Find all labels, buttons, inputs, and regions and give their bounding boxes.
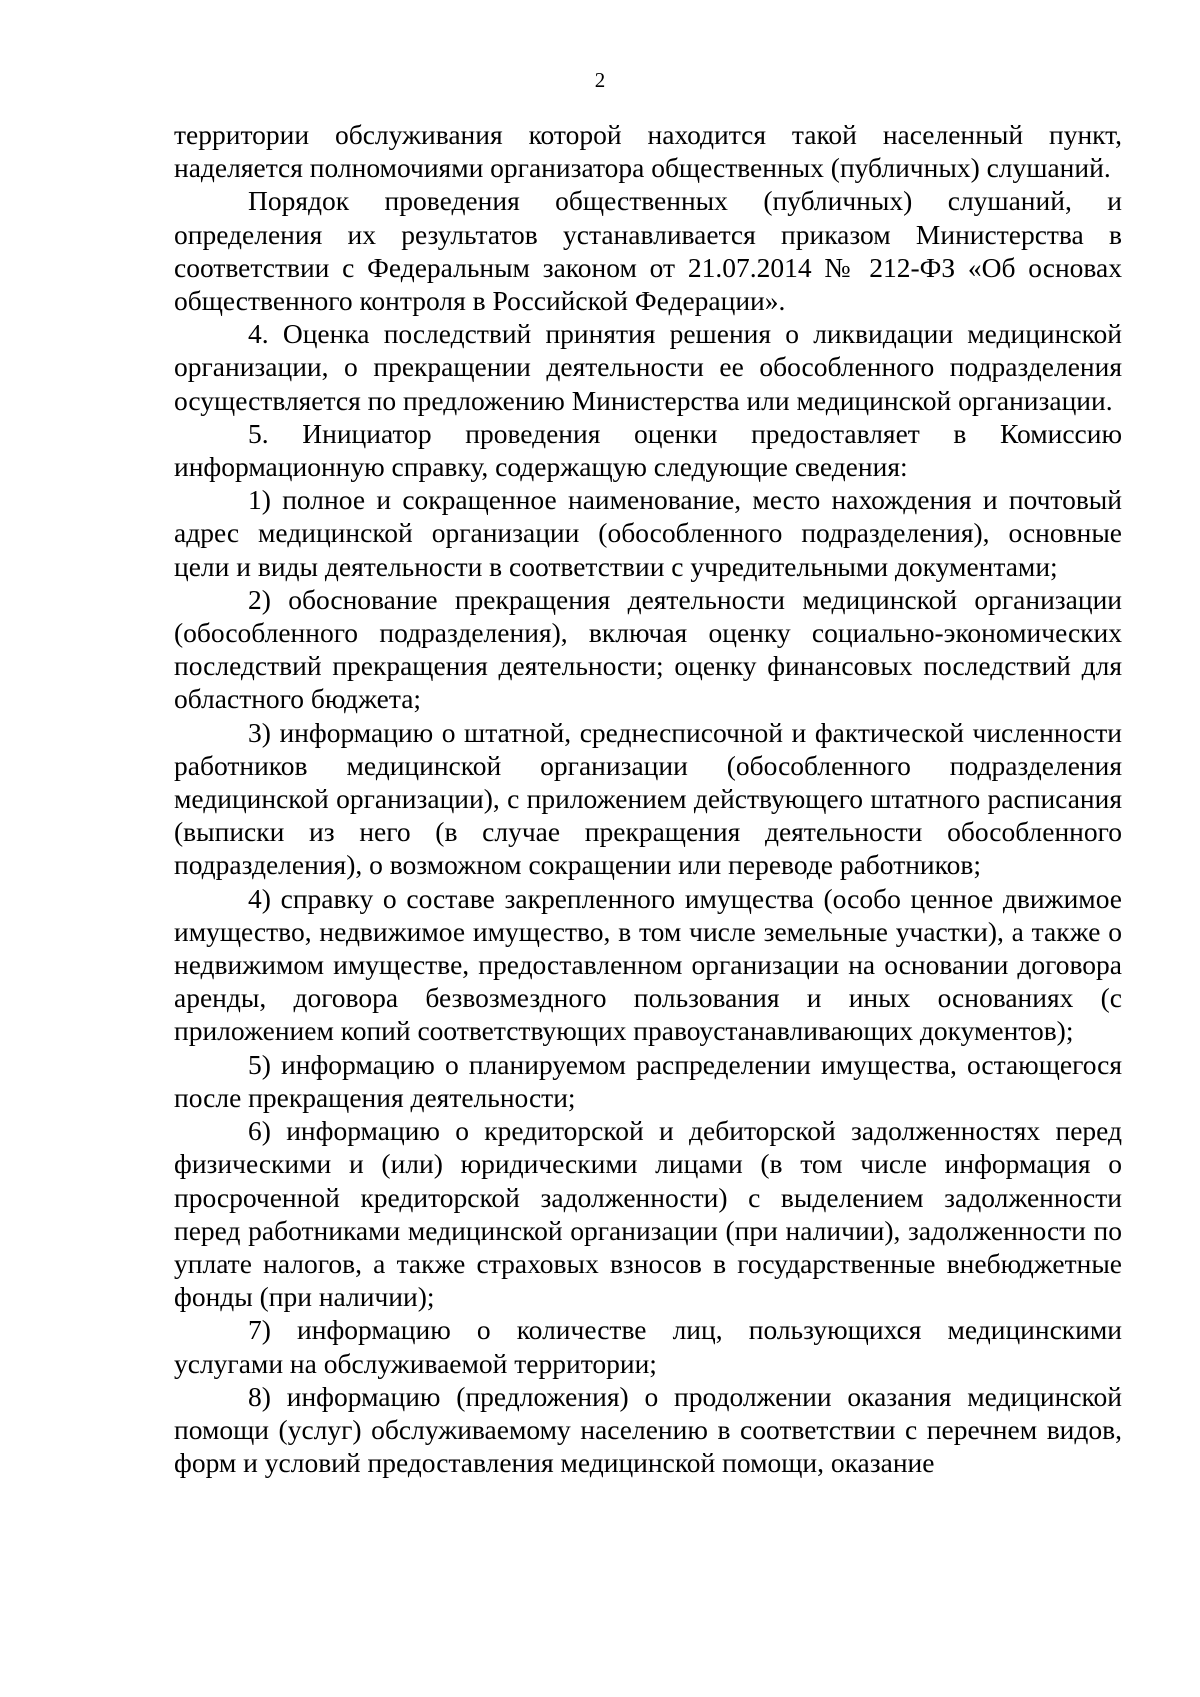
page-number: 2 [594, 68, 606, 92]
paragraph-7: 4) справку о составе закрепленного имущества (особо ценное движимое имущество, недвижимое имущество, в том числе земельные участки), а также о недвижимом имуществе, предоставленном организации на основании договора аренды, договора безвозмездного пользования и иных основаниях (с приложением копий соответствующих правоустанавливающих документов); [174, 882, 1122, 1047]
paragraph-5: 2) обоснование прекращения деятельности медицинской организации (обособленного подразделения), включая оценку социально-экономических последствий прекращения деятельности; оценку финансовых последствий для областного бюджета; [174, 583, 1122, 715]
paragraph-11: 8) информацию (предложения) о продолжении оказания медицинской помощи (услуг) обслуживаемому населению в соответствии с перечнем видов, форм и условий предоставления медицинской помощи, оказание [174, 1380, 1122, 1479]
paragraph-0: территории обслуживания которой находится такой населенный пункт, наделяется полномочиями организатора общественных (публичных) слушаний. [174, 119, 1122, 184]
paragraph-9: 6) информацию о кредиторской и дебиторской задолженностях перед физическими и (или) юридическими лицами (в том числе информация о просроченной кредиторской задолженности) с выделением задолженности перед работниками медицинской организации (при наличии), задолженности по уплате налогов, а также страховых взносов в государственные внебюджетные фонды (при наличии); [174, 1115, 1122, 1313]
paragraph-8: 5) информацию о планируемом распределении имущества, остающегося после прекращения деятельности; [174, 1048, 1122, 1113]
paragraph-3: 5. Инициатор проведения оценки предоставляет в Комиссию информационную справку, содержащую следующие сведения: [174, 417, 1122, 483]
paragraph-2: 4. Оценка последствий принятия решения о ликвидации медицинской организации, о прекращении деятельности ее обособленного подразделения осуществляется по предложению Министерства или медицинской организации. [174, 318, 1122, 416]
document-body [174, 118, 1122, 1479]
paragraph-4: 1) полное и сокращенное наименование, место нахождения и почтовый адрес медицинской организации (обособленного подразделения), основные цели и виды деятельности в соответствии с учредительными документами; [174, 484, 1122, 582]
paragraph-1: Порядок проведения общественных (публичных) слушаний, и определения их результатов устанавливается приказом Министерства в соответствии с Федеральным законом от 21.07.2014 № 212-ФЗ «Об основах общественного контроля в Российской Федерации». [174, 185, 1122, 317]
paragraph-10: 7) информацию о количестве лиц, пользующихся медицинскими услугами на обслуживаемой территории; [174, 1314, 1122, 1379]
paragraph-6: 3) информацию о штатной, среднесписочной и фактической численности работников медицинской организации (обособленного подразделения медицинской организации), с приложением действующего штатного расписания (выписки из него (в случае прекращения деятельности обособленного подразделения), о возможном сокращении или переводе работников; [174, 716, 1122, 881]
